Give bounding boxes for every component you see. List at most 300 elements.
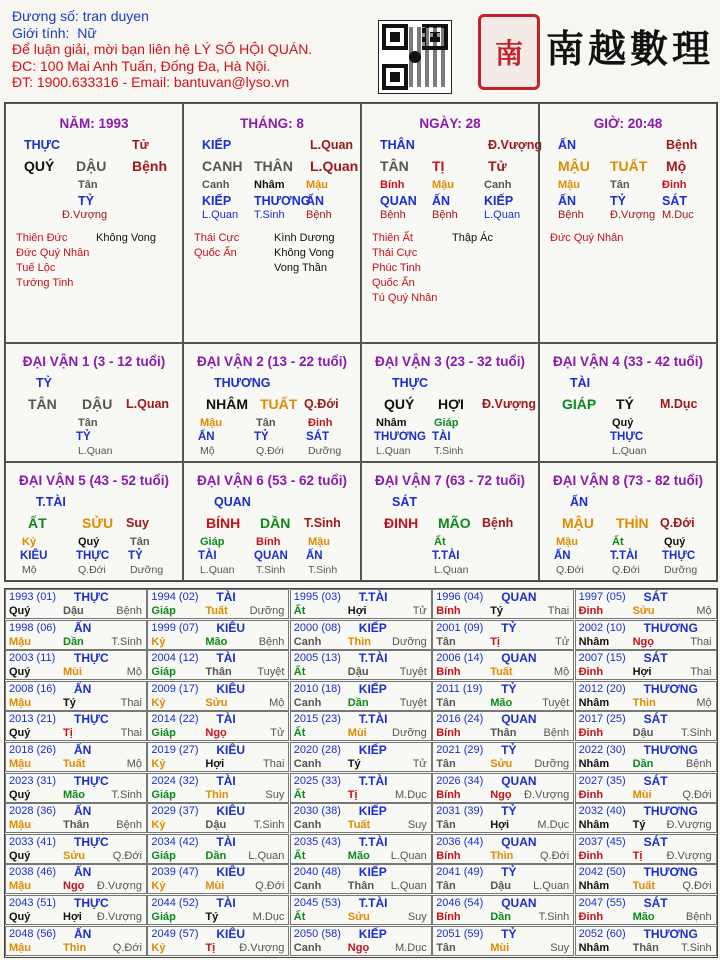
year-branch: Tuất xyxy=(632,880,655,893)
hidden-stem: Đ.Vượng xyxy=(62,209,108,221)
year-god: TÀI xyxy=(216,712,236,727)
year-god: QUAN xyxy=(501,651,537,666)
year-phase: L.Quan xyxy=(248,849,285,862)
year-branch: Mùi xyxy=(632,788,652,801)
year-phase: Bệnh xyxy=(258,635,285,648)
dai-van-title: ĐẠI VẬN 3 (23 - 32 tuổi) xyxy=(374,354,526,369)
year-phase: Đ.Vượng xyxy=(96,911,142,923)
pillar-box xyxy=(5,103,183,343)
special-star: Tú Quý Nhân xyxy=(372,292,438,304)
year-stem: Quý xyxy=(9,911,31,923)
year-branch: Tý xyxy=(347,758,361,770)
hidden-stem: ẤN xyxy=(558,194,577,208)
hidden-stem: Nhâm xyxy=(254,179,285,191)
year-phase: M.Dục xyxy=(395,941,427,954)
dai-van-god: TỶ xyxy=(36,376,52,390)
year-god: SÁT xyxy=(643,590,668,604)
year-label: 1995 (03) xyxy=(293,591,341,603)
year-branch: Ngọ xyxy=(205,727,227,740)
special-star: Tuế Lộc xyxy=(16,262,56,274)
dai-van-god: T.TÀI xyxy=(36,495,66,509)
year-branch: Tuất xyxy=(205,605,228,617)
year-god: KIẾP xyxy=(358,804,387,819)
year-god: TỶ xyxy=(501,804,517,819)
year-god: THỰC xyxy=(74,773,109,788)
year-phase: Mộ xyxy=(126,758,142,770)
hidden-stem: TỶ xyxy=(610,194,626,208)
dai-van-hidden-phase: Mộ xyxy=(200,445,215,457)
year-branch: Hợi xyxy=(205,758,225,770)
year-cell xyxy=(432,620,574,650)
dai-van-phase: M.Dục xyxy=(660,397,698,411)
year-stem: Giáp xyxy=(151,788,176,801)
year-god: TÀI xyxy=(216,834,236,849)
year-cell xyxy=(290,620,432,650)
dai-van-box xyxy=(361,462,539,581)
year-label: 2017 (25) xyxy=(578,713,626,726)
year-god: TÀI xyxy=(216,590,236,604)
dai-van-hidden-god: TỶ xyxy=(128,550,143,562)
year-cell xyxy=(5,681,147,711)
dai-van-title: ĐẠI VẬN 6 (53 - 62 tuổi) xyxy=(196,473,348,488)
dai-van-hidden-stem: Quý xyxy=(78,536,100,548)
year-label: 2030 (38) xyxy=(293,805,341,818)
year-label: 2042 (50) xyxy=(578,866,626,879)
dai-van-stem: NHÂM xyxy=(206,396,248,412)
year-cell xyxy=(432,742,574,772)
year-cell xyxy=(5,773,147,803)
dai-van-hidden-stem: Mậu xyxy=(200,417,222,429)
year-branch: Thân xyxy=(347,880,375,893)
year-branch: Mão xyxy=(347,849,370,862)
year-branch: Hợi xyxy=(632,666,652,679)
dai-van-branch: DẬU xyxy=(82,396,113,412)
pillar-god: ẤN xyxy=(558,138,577,152)
hidden-stem: Mậu xyxy=(306,179,328,191)
gender-label: Giới tính: xyxy=(12,24,70,41)
year-cell xyxy=(147,803,289,833)
year-stem: Nhâm xyxy=(578,635,610,648)
special-star: Phúc Tinh xyxy=(372,262,421,274)
dai-van-god: SÁT xyxy=(392,495,417,509)
pillar-ganzhi: TUẤT xyxy=(610,158,648,174)
year-stem: Quý xyxy=(9,666,31,679)
year-cell xyxy=(5,650,147,680)
year-stem: Bính xyxy=(436,666,461,679)
year-stem: Đinh xyxy=(578,727,604,740)
year-god: TỶ xyxy=(501,865,517,880)
year-cell xyxy=(575,681,717,711)
year-phase: L.Quan xyxy=(533,880,570,893)
year-label: 2011 (19) xyxy=(436,682,483,695)
year-label: 2004 (12) xyxy=(151,652,199,665)
year-stem: Ất xyxy=(293,911,306,923)
dai-van-branch: TUẤT xyxy=(260,396,298,412)
year-phase: Bệnh xyxy=(116,819,142,832)
year-label: 2003 (11) xyxy=(9,652,56,665)
year-god: KIÊU xyxy=(216,681,246,696)
year-stem: Kỷ xyxy=(151,696,166,709)
hidden-stem: SÁT xyxy=(662,194,687,208)
year-god: KIẾP xyxy=(358,865,387,880)
year-label: 1993 (01) xyxy=(9,591,57,603)
dai-van-hidden-god: SÁT xyxy=(306,431,329,443)
pillar-ganzhi: L.Quan xyxy=(310,158,359,174)
year-phase: Bệnh xyxy=(685,911,712,923)
year-branch: Dần xyxy=(205,849,227,862)
year-cell xyxy=(147,589,289,619)
year-phase: T.Sinh xyxy=(681,727,712,740)
year-phase: T.Sinh xyxy=(111,635,142,648)
dai-van-hidden-stem: Nhâm xyxy=(376,417,407,429)
pillar-ganzhi: TÂN xyxy=(380,158,409,174)
year-phase: Mộ xyxy=(696,605,712,617)
year-branch: Tị xyxy=(632,849,643,862)
dai-van-title: ĐẠI VẬN 1 (3 - 12 tuổi) xyxy=(22,354,166,369)
year-phase: Q.Đới xyxy=(682,880,712,893)
year-branch: Tuất xyxy=(63,758,86,770)
year-phase: Tuyệt xyxy=(257,666,285,679)
year-god: ẤN xyxy=(74,804,92,819)
special-star: Tướng Tinh xyxy=(16,277,74,289)
special-star: Không Vong xyxy=(96,232,156,244)
year-label: 2033 (41) xyxy=(9,835,57,848)
year-label: 2007 (15) xyxy=(578,652,626,665)
dai-van-hidden-god: TỶ xyxy=(76,431,91,443)
hidden-stem: TỶ xyxy=(78,194,94,208)
dai-van-stem: MẬU xyxy=(562,515,594,531)
year-branch: Thìn xyxy=(347,635,372,648)
dai-van-title: ĐẠI VẬN 8 (73 - 82 tuổi) xyxy=(552,473,704,488)
hidden-stem: Mậu xyxy=(432,179,454,191)
year-branch: Sửu xyxy=(632,605,655,617)
year-stem: Nhâm xyxy=(578,696,610,709)
hidden-stem: ẤN xyxy=(306,194,325,208)
year-cell xyxy=(290,926,432,956)
year-label: 2015 (23) xyxy=(293,713,341,726)
gender-value: Nữ xyxy=(77,24,97,41)
year-label: 2027 (35) xyxy=(578,774,626,787)
dai-van-hidden-god: TÀI xyxy=(432,431,451,443)
year-god: THƯƠNG xyxy=(643,743,698,757)
dai-van-box xyxy=(5,462,183,581)
year-phase: L.Quan xyxy=(390,849,427,862)
dai-van-god: QUAN xyxy=(214,495,251,509)
year-stem: Tân xyxy=(436,880,456,893)
dai-van-hidden-phase: L.Quan xyxy=(612,445,647,457)
year-branch: Tuất xyxy=(347,819,371,832)
year-stem: Quý xyxy=(9,605,31,617)
pillar-god: THỰC xyxy=(24,138,61,152)
year-stem: Kỷ xyxy=(151,819,166,832)
special-star: Thiên Đức xyxy=(16,232,68,244)
dai-van-hidden-phase: L.Quan xyxy=(200,564,235,576)
year-cell xyxy=(575,803,717,833)
year-stem: Đinh xyxy=(578,911,604,923)
pillar-ganzhi: TỊ xyxy=(432,158,445,174)
year-label: 2018 (26) xyxy=(9,744,57,756)
year-branch: Thìn xyxy=(632,696,656,709)
dai-van-hidden-stem: Bính xyxy=(256,536,281,548)
dai-van-branch: HỢI xyxy=(438,396,464,412)
special-star: Kình Dương xyxy=(274,232,335,244)
year-god: ẤN xyxy=(74,865,92,880)
year-branch: Thân xyxy=(490,727,517,740)
year-god: SÁT xyxy=(643,773,668,788)
year-phase: Q.Đới xyxy=(112,849,142,862)
year-branch: Dậu xyxy=(63,605,84,617)
year-cell xyxy=(147,650,289,680)
pillar-title: GIỜ: 20:48 xyxy=(593,116,663,131)
special-star: Đức Quý Nhân xyxy=(550,232,624,244)
address-line: ĐC: 100 Mai Anh Tuấn, Đống Đa, Hà Nội. xyxy=(12,57,271,74)
year-branch: Dần xyxy=(490,911,511,923)
year-phase: Thai xyxy=(120,727,142,740)
year-god: T.TÀI xyxy=(358,590,388,604)
year-label: 2023 (31) xyxy=(9,774,57,787)
year-stem: Canh xyxy=(293,758,322,770)
dai-van-hidden-stem: Tân xyxy=(256,417,276,429)
pillar-god: L.Quan xyxy=(310,138,354,152)
year-stem: Ất xyxy=(293,788,306,801)
year-label: 2010 (18) xyxy=(293,682,341,695)
dai-van-hidden-phase: Q.Đới xyxy=(78,564,106,576)
year-branch: Mùi xyxy=(347,727,367,740)
year-label: 2045 (53) xyxy=(293,897,341,909)
pillar-god: THÂN xyxy=(380,138,415,152)
year-god: TÀI xyxy=(216,773,236,788)
dai-van-hidden-god: ẤN xyxy=(198,431,215,443)
year-phase: Bệnh xyxy=(543,727,570,740)
year-stem: Tân xyxy=(436,635,456,648)
year-stem: Bính xyxy=(436,911,461,923)
phone-email-line: ĐT: 1900.633316 - Email: bantuvan@lyso.vn xyxy=(12,74,290,90)
dai-van-hidden-phase: Q.Đới xyxy=(556,564,584,576)
year-god: KIÊU xyxy=(216,620,246,635)
year-label: 2000 (08) xyxy=(293,621,341,634)
year-stem: Canh xyxy=(293,819,322,832)
pillar-ganzhi: DẬU xyxy=(76,158,107,174)
year-phase: Tử xyxy=(412,758,427,770)
year-cell xyxy=(432,773,574,803)
dai-van-hidden-phase: L.Quan xyxy=(376,445,411,457)
dai-van-box xyxy=(183,462,361,581)
special-star: Thiên Ất xyxy=(372,232,413,244)
year-branch: Dần xyxy=(347,696,369,709)
year-cell xyxy=(575,773,717,803)
year-branch: Dậu xyxy=(632,727,654,740)
year-branch: Dần xyxy=(632,758,654,770)
year-cell xyxy=(5,620,147,650)
year-god: THƯƠNG xyxy=(643,620,698,635)
year-stem: Mậu xyxy=(9,696,31,709)
year-cell xyxy=(432,711,574,741)
year-stem: Bính xyxy=(436,849,461,862)
year-branch: Sửu xyxy=(63,849,86,862)
year-god: KIÊU xyxy=(216,865,246,880)
year-phase: Đ.Vượng xyxy=(96,880,142,893)
year-label: 2013 (21) xyxy=(9,713,57,726)
year-god: ẤN xyxy=(74,681,92,696)
year-god: T.TÀI xyxy=(358,773,388,788)
hidden-stem: Canh xyxy=(202,179,230,191)
year-label: 2050 (58) xyxy=(293,927,341,940)
dai-van-stem: ĐINH xyxy=(384,515,419,531)
special-star: Quốc Ấn xyxy=(194,247,237,259)
year-phase: Thai xyxy=(120,696,142,709)
contact-line: Để luận giải, mời bạn liên hệ LÝ SỐ HỘI QUÁN. xyxy=(12,41,313,57)
year-phase: M.Dục xyxy=(537,819,570,832)
year-cell xyxy=(290,834,432,864)
year-stem: Bính xyxy=(436,788,461,801)
year-phase: Dưỡng xyxy=(534,758,570,770)
dai-van-hidden-god: T.TÀI xyxy=(432,550,460,562)
dai-van-phase: Q.Đới xyxy=(304,397,339,411)
year-label: 2019 (27) xyxy=(151,744,199,756)
year-cell xyxy=(290,650,432,680)
dai-van-god: TÀI xyxy=(570,376,591,390)
owner-name: tran duyen xyxy=(82,8,149,24)
year-stem: Giáp xyxy=(151,605,176,617)
year-cell xyxy=(290,895,432,925)
year-cell xyxy=(147,742,289,772)
year-branch: Tị xyxy=(347,788,358,801)
year-god: T.TÀI xyxy=(358,651,388,666)
year-branch: Ngọ xyxy=(347,941,370,954)
year-branch: Hợi xyxy=(63,911,82,923)
year-god: THỰC xyxy=(74,834,109,849)
dai-van-hidden-god: THỰC xyxy=(76,550,110,562)
dai-van-hidden-stem: Mậu xyxy=(308,536,330,548)
year-cell xyxy=(147,864,289,894)
dai-van-branch: DẦN xyxy=(260,515,291,531)
year-stem: Giáp xyxy=(151,911,176,923)
year-phase: Tuyệt xyxy=(399,696,427,709)
year-phase: Mộ xyxy=(269,696,285,709)
year-label: 2031 (39) xyxy=(436,805,484,818)
year-phase: Tử xyxy=(555,635,570,648)
year-cell xyxy=(5,926,147,956)
year-stem: Mậu xyxy=(9,819,31,832)
dai-van-god: THỰC xyxy=(392,376,429,390)
year-cell xyxy=(147,926,289,956)
year-label: 2041 (49) xyxy=(436,866,484,879)
dai-van-phase: Q.Đới xyxy=(660,516,695,530)
header-info xyxy=(12,8,312,91)
dai-van-hidden-stem: Tân xyxy=(130,536,150,548)
dai-van-hidden-stem: Đinh xyxy=(308,417,333,429)
year-phase: T.Sinh xyxy=(681,941,712,954)
year-stem: Nhâm xyxy=(578,880,610,893)
year-cell xyxy=(5,834,147,864)
yearly-grid xyxy=(4,588,718,958)
brand-logo: 南越數理 xyxy=(546,26,715,71)
year-branch: Thìn xyxy=(205,788,229,801)
hidden-stem: KIẾP xyxy=(484,194,514,208)
pillar-ganzhi: Bệnh xyxy=(132,158,167,174)
year-god: THƯƠNG xyxy=(643,926,698,941)
dai-van-hidden-phase: T.Sinh xyxy=(434,445,464,457)
year-god: T.TÀI xyxy=(358,834,388,849)
year-branch: Thân xyxy=(205,666,232,679)
hidden-stem: Bệnh xyxy=(306,209,332,221)
year-phase: Suy xyxy=(265,788,285,801)
year-branch: Thìn xyxy=(63,941,87,954)
year-phase: Suy xyxy=(550,941,570,954)
dai-van-hidden-stem: Ất xyxy=(612,536,624,548)
hidden-stem: Bệnh xyxy=(432,209,458,221)
year-cell xyxy=(290,742,432,772)
dai-van-hidden-phase: Q.Đới xyxy=(256,445,284,457)
year-cell xyxy=(575,742,717,772)
year-cell xyxy=(147,681,289,711)
year-branch: Sửu xyxy=(205,696,228,709)
year-phase: Đ.Vượng xyxy=(666,849,712,862)
year-label: 1999 (07) xyxy=(151,621,199,634)
dai-van-hidden-phase: Dưỡng xyxy=(664,564,698,576)
year-cell xyxy=(575,620,717,650)
year-god: ẤN xyxy=(74,926,92,941)
year-stem: Kỷ xyxy=(151,941,166,954)
year-stem: Kỷ xyxy=(151,880,166,893)
year-phase: Đ.Vượng xyxy=(239,941,285,954)
pillar-title: NĂM: 1993 xyxy=(59,116,129,131)
year-cell xyxy=(5,895,147,925)
year-branch: Dậu xyxy=(347,666,369,679)
year-stem: Canh xyxy=(293,880,322,893)
year-god: SÁT xyxy=(643,896,668,910)
year-phase: Suy xyxy=(407,911,427,923)
year-phase: Tử xyxy=(270,727,285,740)
dai-van-hidden-phase: Dưỡng xyxy=(308,445,342,457)
hidden-stem: Tân xyxy=(78,179,98,191)
dai-van-hidden-god: ẤN xyxy=(306,550,323,562)
year-branch: Tị xyxy=(490,635,500,648)
pillar-box xyxy=(361,103,543,343)
year-cell xyxy=(147,711,289,741)
year-cell xyxy=(432,803,574,833)
hidden-stem: Bệnh xyxy=(558,209,584,221)
year-phase: Q.Đới xyxy=(255,880,285,893)
owner-label: Đương số: xyxy=(12,8,79,24)
year-stem: Đinh xyxy=(578,849,604,862)
year-label: 2009 (17) xyxy=(151,682,199,695)
year-phase: T.Sinh xyxy=(538,911,570,923)
year-cell xyxy=(290,864,432,894)
year-phase: Thai xyxy=(547,605,570,617)
year-label: 2036 (44) xyxy=(436,835,484,848)
year-stem: Mậu xyxy=(9,880,31,893)
year-cell xyxy=(5,742,147,772)
year-cell xyxy=(575,864,717,894)
hidden-stem: ẤN xyxy=(432,194,451,208)
year-god: T.TÀI xyxy=(358,712,388,727)
year-stem: Nhâm xyxy=(578,941,610,954)
year-label: 2051 (59) xyxy=(436,927,484,940)
special-star: Không Vong xyxy=(274,247,334,259)
hidden-stem: KIẾP xyxy=(202,194,232,208)
year-branch: Hợi xyxy=(490,819,510,832)
dai-van-god: THƯƠNG xyxy=(214,376,271,390)
year-label: 2022 (30) xyxy=(578,744,626,756)
chart-grid xyxy=(4,102,718,582)
year-stem: Giáp xyxy=(151,666,176,679)
hidden-stem: Tân xyxy=(610,179,630,191)
year-phase: Mộ xyxy=(696,696,712,709)
year-branch: Sửu xyxy=(347,911,370,923)
dai-van-hidden-stem: Ất xyxy=(434,536,446,548)
year-stem: Mậu xyxy=(9,758,31,770)
